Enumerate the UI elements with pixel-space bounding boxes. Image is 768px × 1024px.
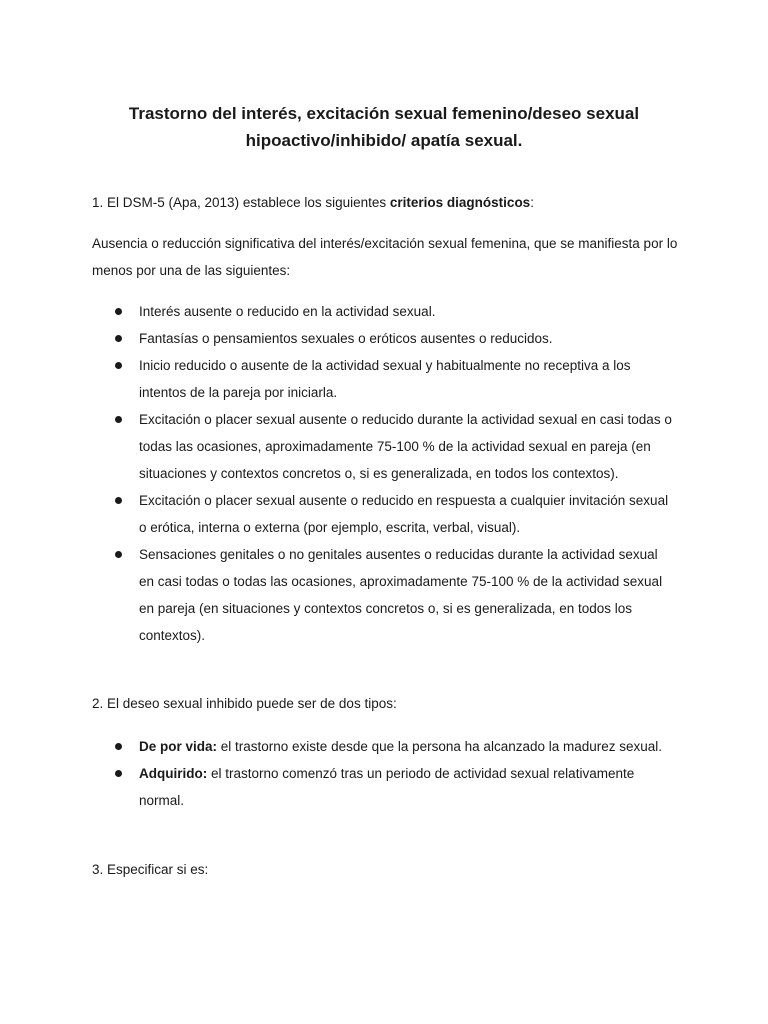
bullet-icon	[115, 362, 122, 369]
list-item	[113, 733, 673, 760]
section-1-paragraph: Ausencia o reducción significativa del interés/excitación sexual femenina, que se manifiesta por lo menos por una de las siguientes:	[92, 236, 678, 278]
list-item	[113, 760, 673, 814]
title-line-1: Trastorno del interés, excitación sexual femenino/deseo sexual	[128, 104, 640, 123]
section-1-intro-suffix: :	[530, 195, 534, 210]
list-item	[113, 541, 673, 649]
list-item-text: Interés ausente o reducido en la actividad sexual.	[139, 304, 436, 319]
type-text: el trastorno comenzó tras un periodo de actividad sexual relativamente normal.	[139, 766, 635, 808]
page-title	[0, 100, 768, 154]
list-item	[113, 325, 673, 352]
type-text: el trastorno existe desde que la persona ha alcanzado la madurez sexual.	[217, 739, 663, 754]
list-item	[113, 352, 673, 406]
bullet-icon	[115, 551, 122, 558]
bullet-icon	[115, 308, 122, 315]
section-3-intro: 3. Especificar si es:	[92, 862, 209, 877]
criteria-list	[113, 298, 673, 649]
type-term: De por vida:	[139, 739, 218, 754]
section-2-intro: 2. El deseo sexual inhibido puede ser de dos tipos:	[92, 696, 397, 711]
list-item-text: Excitación o placer sexual ausente o reducido durante la actividad sexual en casi todas o todas las ocasiones, aproximadamente 75-100 % de la actividad sexual en pareja (en situaciones y contextos concretos o, si es generalizada, en todos los contextos).	[139, 412, 672, 481]
list-item-text: Excitación o placer sexual ausente o reducido en respuesta a cualquier invitación sexual o erótica, interna o externa (por ejemplo, escrita, verbal, visual).	[139, 493, 669, 535]
section-1-intro-prefix: 1. El DSM-5 (Apa, 2013) establece los siguientes	[92, 195, 390, 210]
bullet-icon	[115, 743, 122, 750]
types-list	[113, 733, 673, 814]
list-item	[113, 406, 673, 487]
section-1-intro-bold: criterios diagnósticos	[389, 195, 531, 210]
list-item	[113, 487, 673, 541]
list-item-text: Inicio reducido o ausente de la actividad sexual y habitualmente no receptiva a los intentos de la pareja por iniciarla.	[139, 358, 631, 400]
bullet-icon	[115, 770, 122, 777]
section-1-intro	[92, 189, 692, 216]
list-item-text: Sensaciones genitales o no genitales ausentes o reducidas durante la actividad sexual en casi todas o todas las ocasiones, aproximadamente 75-100 % de la actividad sexual en pareja (en situaciones y contextos concretos o, si es generalizada, en todos los contextos).	[139, 547, 663, 643]
list-item	[113, 298, 673, 325]
bullet-icon	[115, 497, 122, 504]
list-item-text: Fantasías o pensamientos sexuales o eróticos ausentes o reducidos.	[139, 331, 553, 346]
title-line-2: hipoactivo/inhibido/ apatía sexual.	[245, 131, 523, 150]
bullet-icon	[115, 335, 122, 342]
type-term: Adquirido:	[139, 766, 208, 781]
bullet-icon	[115, 416, 122, 423]
